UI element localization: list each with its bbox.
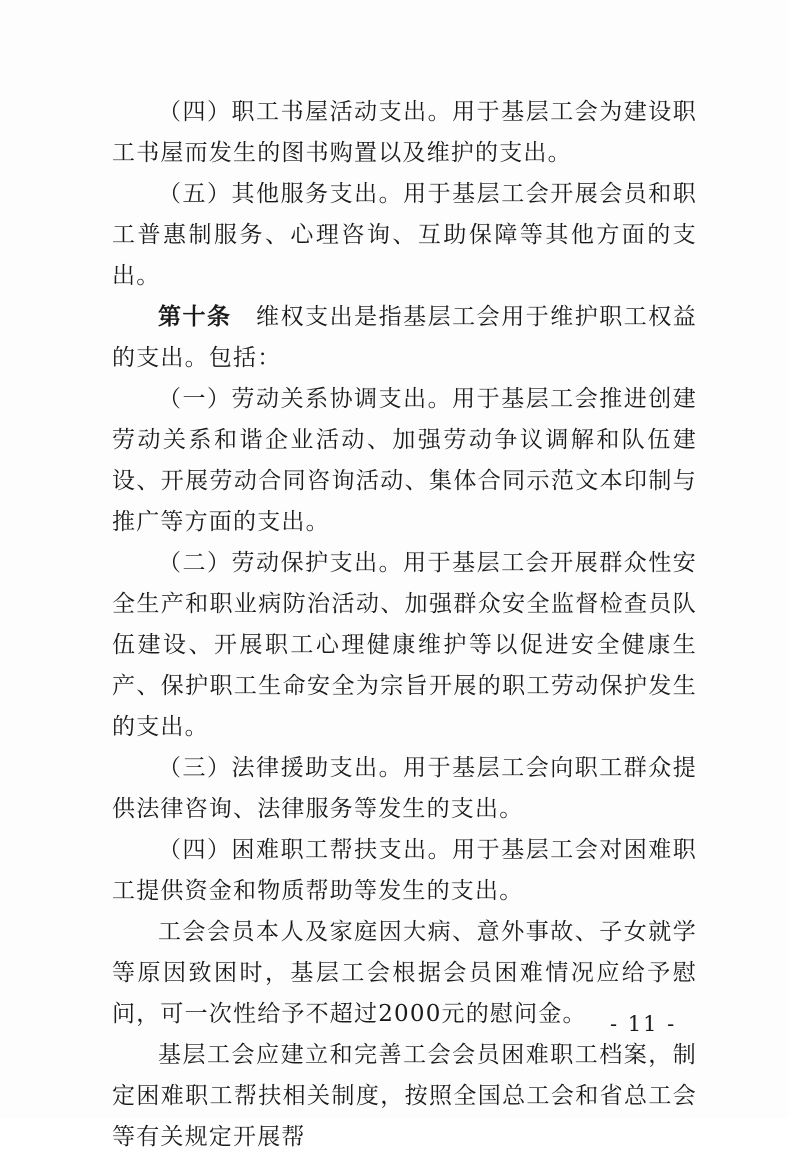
paragraph-hardship-archive — [112, 1035, 697, 1158]
paragraph-text: 基层工会应建立和完善工会会员困难职工档案，制定困难职工帮扶相关制度，按照全国总工会和省总工会等有关规定开展帮 — [112, 1042, 697, 1150]
paragraph-text: （四）职工书屋活动支出。用于基层工会为建设职工书屋而发生的图书购置以及维护的支出。 — [112, 99, 697, 166]
paragraph-3-legal-aid — [112, 748, 697, 830]
paragraph-text: （四）困难职工帮扶支出。用于基层工会对困难职工提供资金和物质帮助等发生的支出。 — [112, 837, 697, 904]
paragraph-2-labor-protection — [112, 543, 697, 748]
paragraph-text: 工会会员本人及家庭因大病、意外事故、子女就学等原因致困时，基层工会根据会员困难情况应给予慰问，可一次性给予不超过2000元的慰问金。 — [112, 919, 697, 1027]
page-number: - 11 - — [610, 1012, 677, 1036]
paragraph-article-10 — [112, 297, 697, 379]
paragraph-text: （二）劳动保护支出。用于基层工会开展群众性安全生产和职业病防治活动、加强群众安全监督检查员队伍建设、开展职工心理健康维护等以促进安全健康生产、保护职工生命安全为宗旨开展的职工劳动保护发生的支出。 — [112, 550, 697, 740]
paragraph-4-bookroom — [112, 92, 697, 174]
paragraph-4-hardship-aid — [112, 830, 697, 912]
paragraph-5-other-services — [112, 174, 697, 297]
paragraph-text: （三）法律援助支出。用于基层工会向职工群众提供法律咨询、法律服务等发生的支出。 — [112, 755, 697, 822]
paragraph-text: 维权支出是指基层工会用于维护职工权益的支出。包括： — [112, 304, 697, 371]
article-10-heading: 第十条 — [158, 304, 232, 330]
paragraph-1-labor-relations — [112, 379, 697, 543]
paragraph-text: （五）其他服务支出。用于基层工会开展会员和职工普惠制服务、心理咨询、互助保障等其他方面的支出。 — [112, 181, 697, 289]
document-body — [112, 92, 697, 1158]
paragraph-text: （一）劳动关系协调支出。用于基层工会推进创建劳动关系和谐企业活动、加强劳动争议调解和队伍建设、开展劳动合同咨询活动、集体合同示范文本印制与推广等方面的支出。 — [112, 386, 697, 535]
